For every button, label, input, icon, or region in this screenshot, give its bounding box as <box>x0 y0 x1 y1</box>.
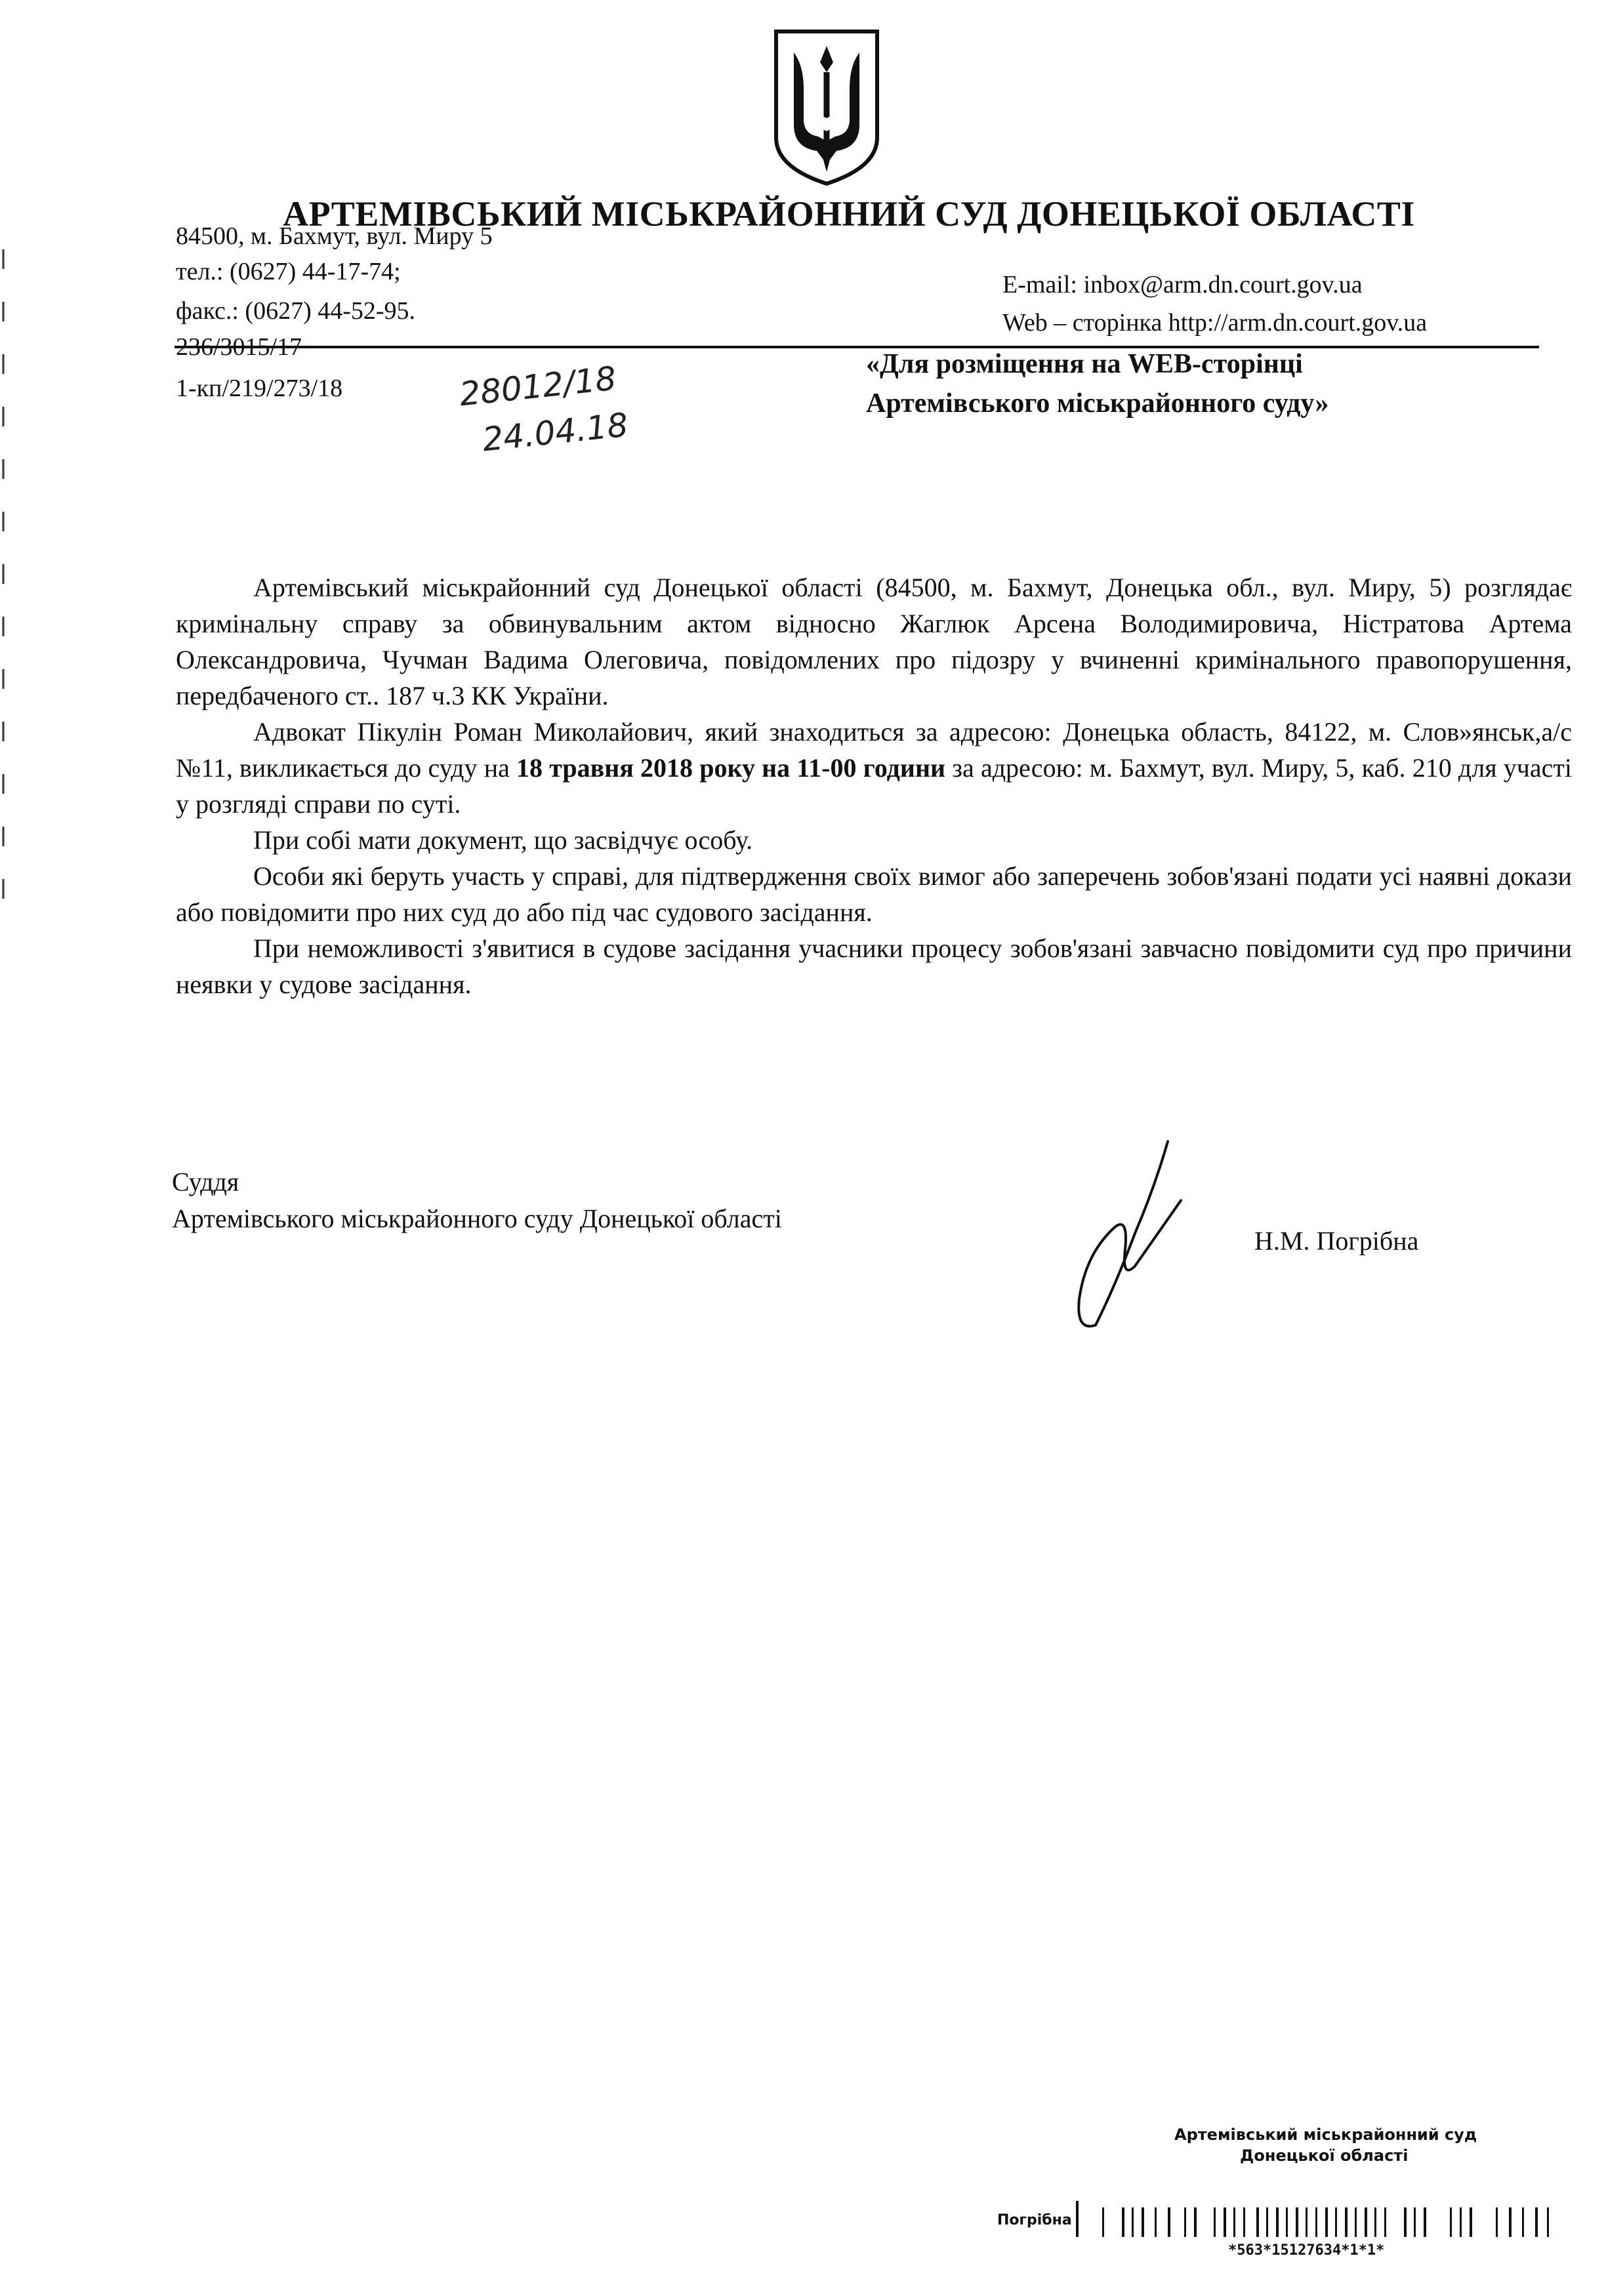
paragraph-case: Артемівський міськрайонний суд Донецької області (84500, м. Бахмут, Донецька обл., вул. Миру, 5) розглядає кримінальну справу за обвинувальним актом відносно Жаглюк Арсена Володимировича, Ністратова Артема Олександровича, Чучман Вадима Олеговича, повідомлених про підозру у вчиненні кримінального правопорушення, передбаченого ст.. 187 ч.3 КК України. <box>176 573 1572 710</box>
paragraph-id-document: При собі мати документ, що засвідчує особу. <box>253 825 753 855</box>
summons-text-start: Адвокат Пікулін Роман Миколайович, який знаходиться за адресою: Донецька область, 84122, м. Слов»янськ,а/с №11, викликається до суду на <box>176 717 1572 783</box>
barcode <box>1076 2201 1561 2240</box>
web-note-line-1: «Для розміщення на WEB-сторінці <box>866 349 1303 379</box>
stamp-court-line-1: Артемівський міськрайонний суд <box>1174 2125 1477 2144</box>
letter-body <box>176 569 1572 1002</box>
court-address: 84500, м. Бахмут, вул. Миру 5 <box>176 222 493 250</box>
web-publication-note <box>866 344 1328 423</box>
paragraph-absence: При неможливості з'явитися в судове засідання учасники процесу зобов'язані завчасно повідомити суд про причини неявки у судове засідання. <box>176 933 1572 999</box>
handwritten-date: 24.04.18 <box>480 405 630 459</box>
court-title: АРТЕМІВСЬКИЙ МІСЬКРАЙОННИЙ СУД ДОНЕЦЬКОЇ ОБЛАСТІ <box>283 194 1415 234</box>
scan-edge-artifact <box>0 0 7 918</box>
judge-court: Артемівського міськрайонного суду Донецької області <box>172 1204 782 1233</box>
court-phone: тел.: (0627) 44-17-74; <box>176 258 401 285</box>
summons-text-end: за адресою: м. Бахмут, вул. Миру, 5, каб. 210 для участі у розгляді справи по суті. <box>176 753 1572 819</box>
web-note-line-2: Артемівського міськрайонного суду» <box>866 388 1329 419</box>
hearing-date-time: 18 травня 2018 року на 11-00 години <box>516 753 946 783</box>
paragraph-summons <box>176 714 1572 822</box>
case-number: 236/3015/17 <box>176 333 302 361</box>
court-email: E-mail: inbox@arm.dn.court.gov.ua <box>1002 271 1363 298</box>
header-divider <box>175 346 1539 348</box>
handwritten-outgoing-number: 28012/18 <box>457 359 618 414</box>
paragraph-evidence: Особи які беруть участь у справі, для підтвердження своїх вимог або заперечень зобов'язані подати усі наявні докази або повідомити про них суд до або під час судового засідання. <box>176 861 1572 927</box>
court-website: Web – сторінка http://arm.dn.court.gov.ua <box>1002 309 1428 337</box>
barcode-code: *563*15127634*1*1* <box>1228 2242 1385 2259</box>
judge-title: Суддя <box>172 1167 239 1197</box>
stamp-court-line-2: Донецької області <box>1240 2146 1409 2165</box>
coat-of-arms-icon <box>771 26 882 187</box>
judge-name: Н.М. Погрібна <box>1254 1226 1419 1256</box>
proceeding-number: 1-кп/219/273/18 <box>176 375 343 402</box>
stamp-name: Погрібна <box>997 2212 1072 2228</box>
judge-signature <box>1056 1135 1220 1338</box>
court-fax: факс.: (0627) 44-52-95. <box>176 297 416 325</box>
